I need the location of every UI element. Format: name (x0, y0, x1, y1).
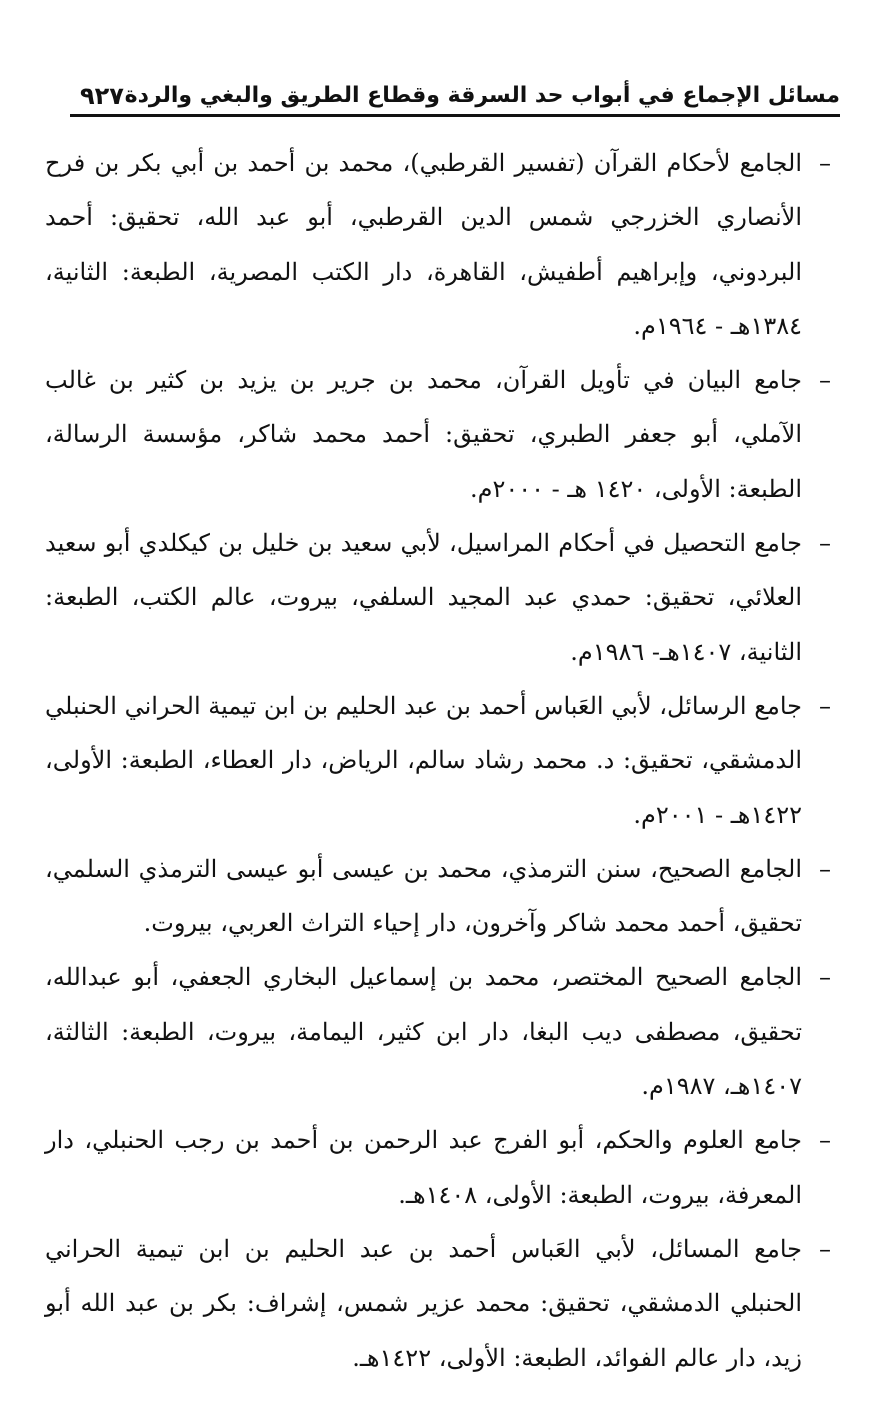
bibliography-list (45, 136, 840, 1385)
bibliography-entry: – الجامع الصحيح المختصر، محمد بن إسماعيل البخاري الجعفي، أبو عبدالله، تحقيق، مصطفى ديب البغا، دار ابن كثير، اليمامة، بيروت، الطبعة: الثالثة، ١٤٠٧هـ، ١٩٨٧م. (45, 950, 840, 1113)
bibliography-entry: – الجامع الصحيح، سنن الترمذي، محمد بن عيسى أبو عيسى الترمذي السلمي، تحقيق، أحمد محمد شاكر وآخرون، دار إحياء التراث العربي، بيروت. (45, 842, 840, 951)
page-number: ٩٢٧ (80, 82, 124, 110)
bibliography-entry: – الجامع لأحكام القرآن (تفسير القرطبي)، محمد بن أحمد بن أبي بكر بن فرح الأنصاري الخزرجي شمس الدين القرطبي، أبو عبد الله، تحقيق: أحمد البردوني، وإبراهيم أطفيش، القاهرة، دار الكتب المصرية، الطبعة: الثانية، ١٣٨٤هـ - ١٩٦٤م. (45, 136, 840, 353)
bibliography-entry: – جامع العلوم والحكم، أبو الفرج عبد الرحمن بن أحمد بن رجب الحنبلي، دار المعرفة، بيروت، الطبعة: الأولى، ١٤٠٨هـ. (45, 1113, 840, 1222)
running-title: مسائل الإجماع في أبواب حد السرقة وقطاع الطريق والبغي والردة (124, 83, 840, 108)
bibliography-entry: – جامع المسائل، لأبي العَباس أحمد بن عبد الحليم بن ابن تيمية الحراني الحنبلي الدمشقي، تحقيق: محمد عزير شمس، إشراف: بكر بن عبد الله أبو زيد، دار عالم الفوائد، الطبعة: الأولى، ١٤٢٢هـ. (45, 1222, 840, 1385)
bibliography-entry: – جامع التحصيل في أحكام المراسيل، لأبي سعيد بن خليل بن كيكلدي أبو سعيد العلائي، تحقيق: حمدي عبد المجيد السلفي، بيروت، عالم الكتب، الطبعة: الثانية، ١٤٠٧هـ- ١٩٨٦م. (45, 516, 840, 679)
running-header (70, 66, 840, 117)
bibliography-entry: – جامع الرسائل، لأبي العَباس أحمد بن عبد الحليم بن ابن تيمية الحراني الحنبلي الدمشقي، تحقيق: د. محمد رشاد سالم، الرياض، دار العطاء، الطبعة: الأولى، ١٤٢٢هـ - ٢٠٠١م. (45, 679, 840, 842)
bibliography-entry: – جامع البيان في تأويل القرآن، محمد بن جرير بن يزيد بن كثير بن غالب الآملي، أبو جعفر الطبري، تحقيق: أحمد محمد شاكر، مؤسسة الرسالة، الطبعة: الأولى، ١٤٢٠ هـ - ٢٠٠٠م. (45, 353, 840, 516)
